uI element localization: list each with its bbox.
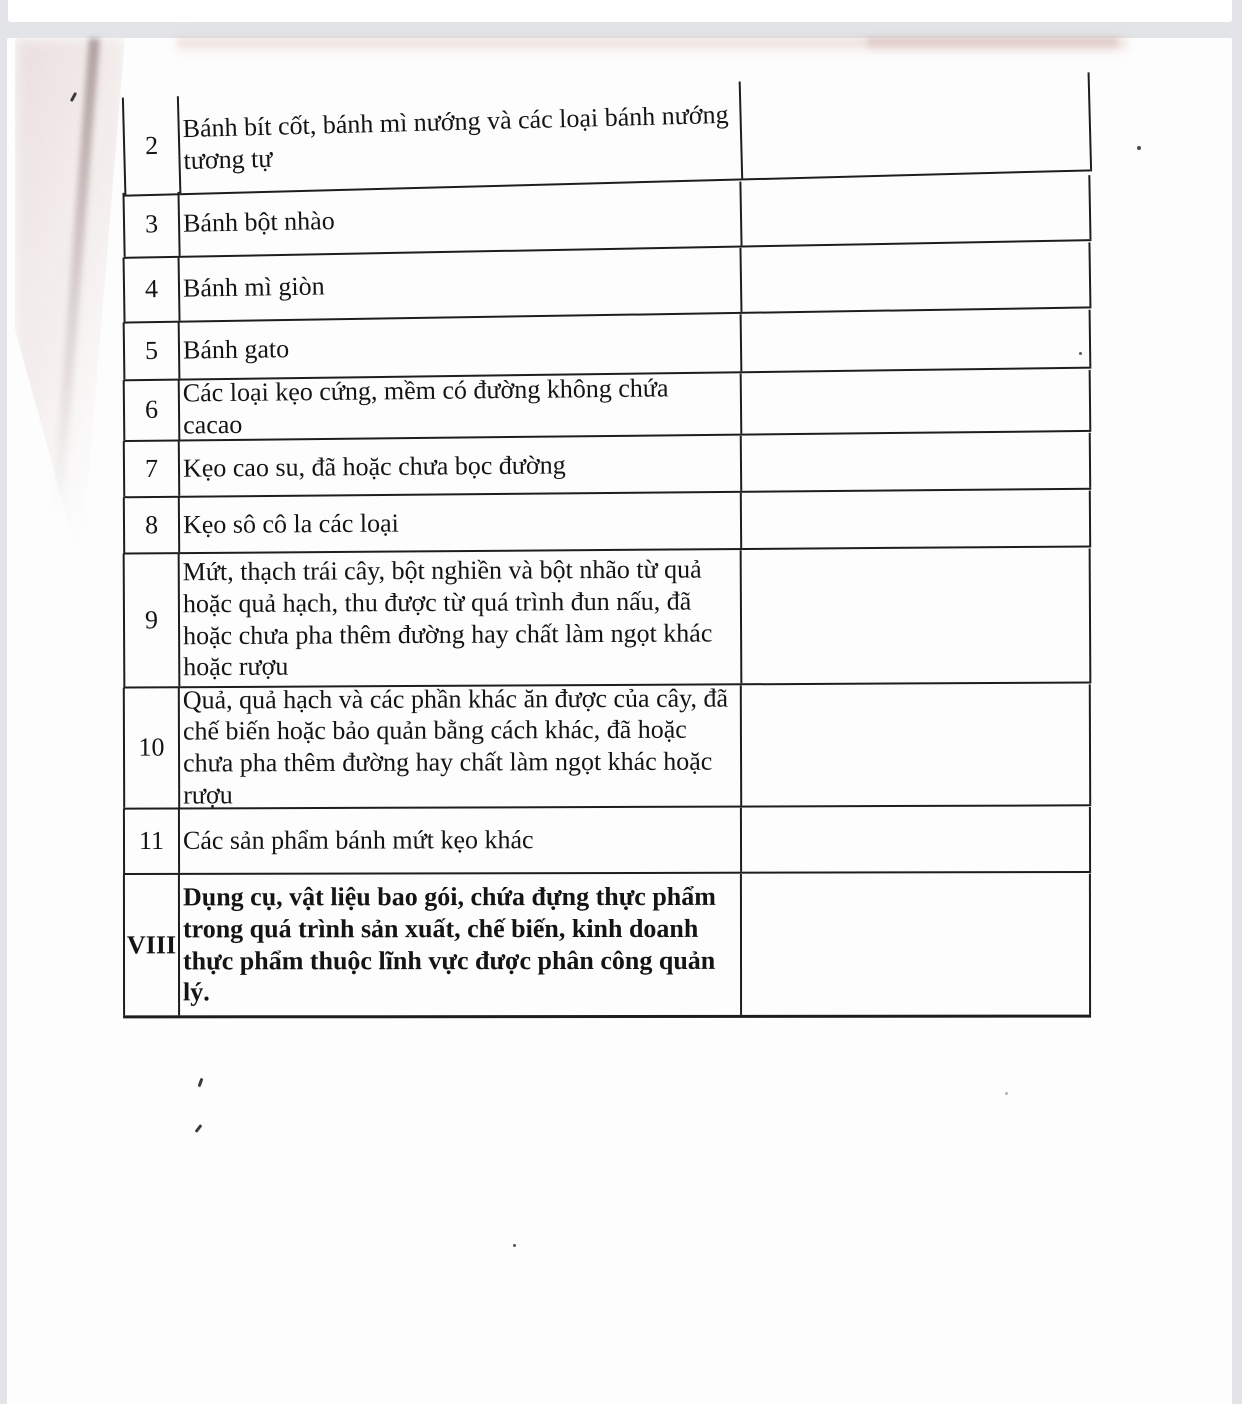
row-number-cell [123,874,178,1015]
row-description: Dụng cụ, vật liệu bao gói, chứa đựng thực phẩm trong quá trình sản xuất, chế biến, kinh doanh thực phẩm thuộc lĩnh vực được phân công quản lý. [182,881,716,1007]
row-number-cell [123,553,179,686]
row-number-cell [123,809,178,873]
row-description: Kẹo sô cô la các loại [182,508,399,539]
row-description: Bánh bít cốt, bánh mì nướng và các loại bánh nướng tương tự [182,99,729,175]
row-note-cell [740,807,1091,872]
scanned-page [7,38,1232,1404]
row-number: 11 [138,825,165,855]
row-description-cell [178,493,740,552]
row-description: Mứt, thạch trái cây, bột nghiền và bột nhão từ quả hoặc quả hạch, thu được từ quá trình đun nấu, đã hoặc chưa pha thêm đường hay chất làm ngọt khác hoặc rượu [182,554,713,682]
ink-speck [1079,352,1082,355]
row-number: 6 [144,394,159,424]
ink-speck [1005,1092,1008,1095]
row-note-cell [739,242,1091,312]
row-note-cell [740,874,1091,1015]
row-description: Bánh mì giòn [182,271,325,303]
row-number-cell [123,322,179,380]
row-number: 2 [144,130,159,160]
row-number-cell [122,192,178,257]
row-number-cell [123,497,178,552]
row-description-cell [177,82,741,194]
row-number: 7 [144,453,159,483]
table-row [123,684,1091,809]
row-description-cell [178,436,740,496]
row-note-cell [740,433,1091,491]
row-number: 9 [144,604,159,634]
ink-speck [198,1078,204,1087]
row-number: 3 [144,209,159,239]
row-description: Bánh gato [182,333,290,365]
row-description-cell [178,314,741,378]
row-description: Các sản phẩm bánh mứt kẹo khác [182,825,534,856]
table-row [123,433,1091,498]
row-note-cell [740,310,1092,372]
row-description-cell [177,182,740,256]
row-description-cell [178,874,740,1015]
row-description-cell [178,808,740,873]
ink-speck [1137,146,1141,150]
table-row [123,490,1091,554]
row-number: VIII [126,929,177,959]
row-number: 5 [144,335,159,365]
row-description-cell [178,683,740,810]
row-description: Bánh bột nhào [182,206,335,238]
table-row [123,874,1091,1019]
row-number: 8 [144,509,159,539]
row-description: Quả, quả hạch và các phần khác ăn được của cây, đã chế biến hoặc bảo quản bằng cách khác, đã hoặc chưa pha thêm đường hay chất làm ngọt khác hoặc rượu [182,683,729,810]
scan-smudge [867,38,1117,52]
table-row [123,548,1092,688]
row-number-cell [123,379,179,440]
row-description-cell [178,374,741,440]
row-number-cell [123,257,179,322]
row-number: 4 [144,274,159,304]
food-items-table [123,85,1091,1018]
row-description: Kẹo cao su, đã hoặc chưa bọc đường [182,450,566,483]
row-number: 10 [138,732,165,762]
table-row [123,807,1091,875]
ink-speck [195,1124,203,1133]
ink-speck [513,1244,516,1247]
row-note-cell [740,370,1092,434]
row-number-cell [122,96,180,194]
row-number-cell [123,441,178,496]
row-description-cell [178,550,741,686]
row-note-cell [739,72,1092,178]
row-note-cell [739,175,1091,245]
table-row [123,370,1092,442]
row-note-cell [740,684,1091,805]
row-description-cell [178,248,741,321]
previous-page-edge [8,0,1232,22]
row-note-cell [740,490,1091,548]
row-description: Các loại kẹo cứng, mềm có đường không chứa cacao [182,373,669,440]
row-number-cell [123,687,178,807]
row-note-cell [740,548,1092,683]
